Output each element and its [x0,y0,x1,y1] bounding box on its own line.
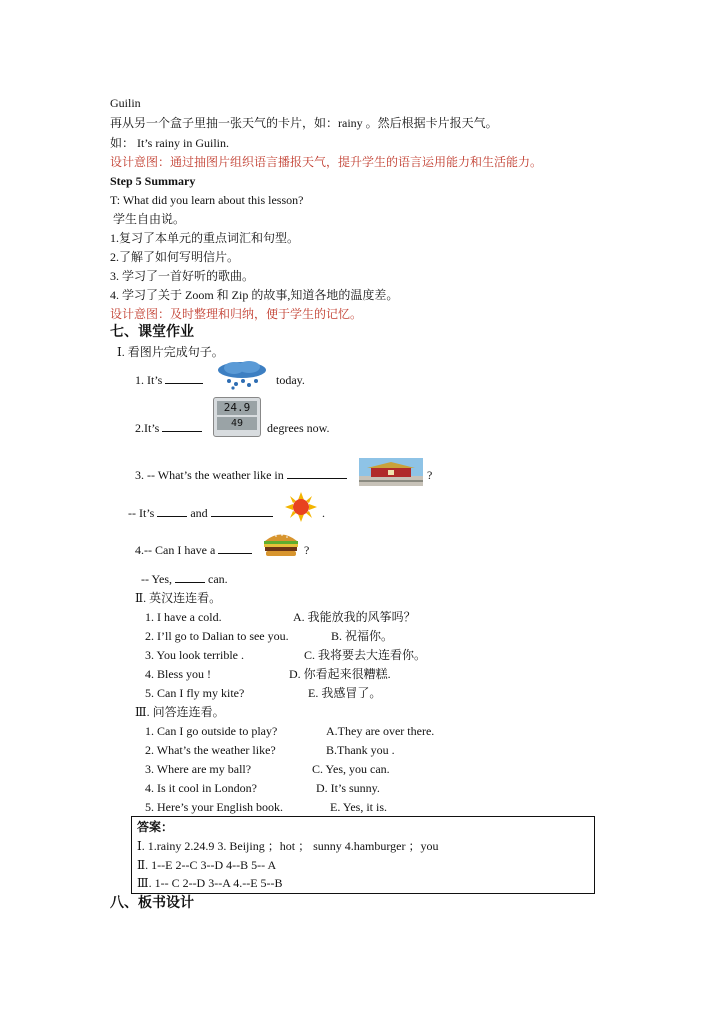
part3-right-a: A.They are over there. [326,724,435,738]
answers-line-2: Ⅱ. 1--E 2--C 3--D 4--B 5-- A [137,858,277,872]
students-say: 学生自由说。 [110,212,186,226]
sun-icon [285,492,317,522]
q2-suffix: degrees now. [267,421,330,435]
beijing-photo-icon [359,458,423,486]
design-intent-2: 设计意图：及时整理和归纳，便于学生的记忆。 [110,307,363,321]
q3-suffix: ? [427,468,433,482]
part2-right-e: E. 我感冒了。 [308,686,382,700]
part2-left-4: 4. Bless you ! [145,667,211,681]
part3-right-e: E. Yes, it is. [330,800,388,814]
answer-box [131,816,595,894]
q4-blank[interactable] [218,542,252,554]
part3-left-3: 3. Where are my ball? [145,762,252,776]
thermo-bottom-readout: 49 [217,417,257,430]
summary-4: 4. 学习了关于 Zoom 和 Zip 的故事,知道各地的温度差。 [110,288,399,302]
text-guilin: Guilin [110,96,141,110]
q1-prefix: 1. It’s [135,373,163,387]
q3-blank[interactable] [287,467,347,479]
q3-response [128,505,273,521]
part3-right-b: B.Thank you . [326,743,395,757]
part2-right-d: D. 你看起来很糟糕. [289,667,391,681]
q3r-prefix: -- It’s [128,506,155,520]
q4r-blank[interactable] [175,571,205,583]
answers-line-1: Ⅰ. 1.rainy 2.24.9 3. Beijing ；hot ； sunny 4.hamburger ；you [137,839,439,853]
part2-right-c: C. 我将要去大连看你。 [304,648,427,662]
q4r-prefix: -- Yes, [141,572,173,586]
q4-response [141,571,228,587]
q4-text [135,542,252,558]
part2-left-3: 3. You look terrible . [145,648,244,662]
teacher-question: T: What did you learn about this lesson? [110,193,304,207]
part2-title: Ⅱ. 英汉连连看。 [135,591,222,605]
rain-cloud-icon [216,360,268,390]
q3-prefix: 3. -- What’s the weather like in [135,468,284,482]
part3-left-5: 5. Here’s your English book. [145,800,283,814]
thermo-top-readout: 24.9 [217,401,257,415]
q4r-suffix: can. [208,572,228,586]
q3r-blank-1[interactable] [157,505,187,517]
part3-left-4: 4. Is it cool in London? [145,781,257,795]
summary-3: 3. 学习了一首好听的歌曲。 [110,269,255,283]
q3r-and: and [190,506,208,520]
q4-prefix: 4.-- Can I have a [135,543,216,557]
part3-right-c: C. Yes, you can. [312,762,390,776]
part3-left-2: 2. What’s the weather like? [145,743,276,757]
summary-1: 1.复习了本单元的重点词汇和句型。 [110,231,300,245]
q3-text [135,467,347,483]
q1-blank[interactable] [165,372,203,384]
q2-text [135,420,202,436]
part1-title: Ⅰ. 看图片完成句子。 [117,345,224,359]
q3r-blank-2[interactable] [211,505,273,517]
section7-title: 七、课堂作业 [110,324,194,340]
q4-suffix: ? [304,543,310,557]
part3-left-1: 1. Can I go outside to play? [145,724,278,738]
q2-blank[interactable] [162,420,202,432]
q1-text [135,372,203,388]
section8-title: 八、板书设计 [110,895,194,911]
answers-title: 答案： [137,820,174,834]
part2-left-1: 1. I have a cold. [145,610,222,624]
part2-right-b: B. 祝福你。 [331,629,394,643]
design-intent-1: 设计意图：通过抽图片组织语言播报天气，提升学生的语言运用能力和生活能力。 [110,155,543,169]
part3-right-d: D. It’s sunny. [316,781,380,795]
part2-left-5: 5. Can I fly my kite? [145,686,245,700]
summary-2: 2.了解了如何写明信片。 [110,250,240,264]
thermometer-display-icon [213,397,261,437]
q2-prefix: 2.It’s [135,421,160,435]
step5-title: Step 5 Summary [110,174,196,188]
card-instruction: 再从另一个盒子里抽一张天气的卡片，如：rainy 。然后根据卡片报天气。 [110,116,498,130]
hamburger-icon [262,530,300,558]
answers-line-3: Ⅲ. 1-- C 2--D 3--A 4.--E 5--B [137,876,283,890]
part2-left-2: 2. I’ll go to Dalian to see you. [145,629,289,643]
q3r-period: . [322,506,325,520]
part3-title: Ⅲ. 问答连连看。 [135,705,225,719]
example-line: 如： It’s rainy in Guilin. [110,136,229,150]
q1-suffix: today. [276,373,305,387]
part2-right-a: A. 我能放我的风筝吗？ [293,610,416,624]
